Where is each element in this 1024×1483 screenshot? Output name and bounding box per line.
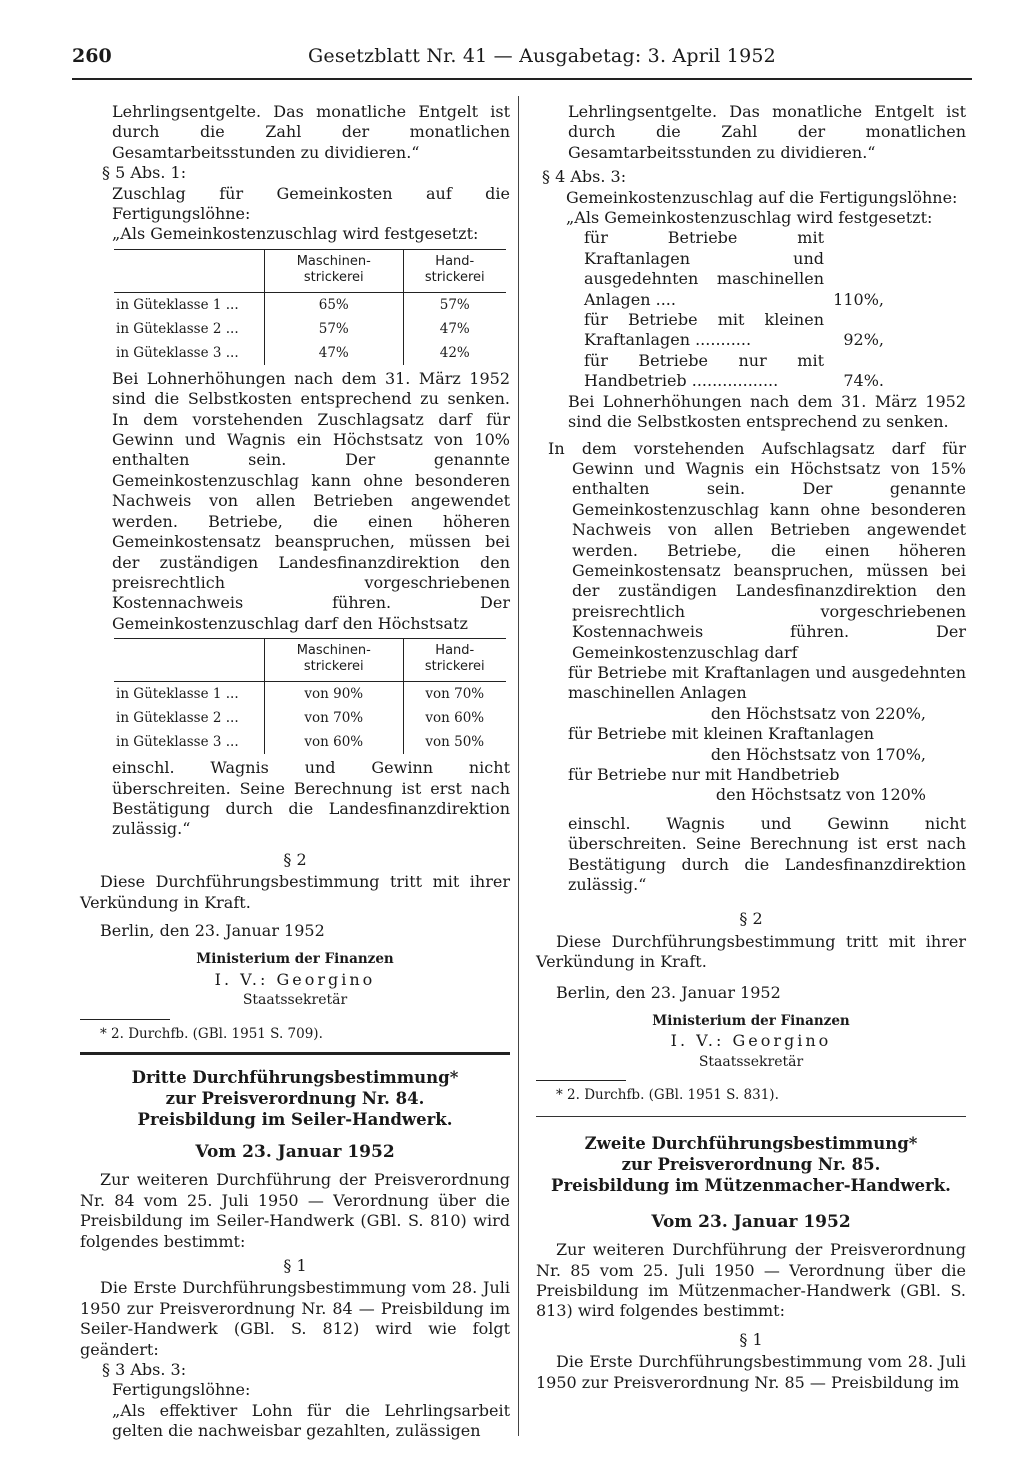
right-decree-intro: Zur weiteren Durchführung der Preisverordnung Nr. 85 vom 25. Juli 1950 — Verordnung über die Preisbildung im Mützenmacher-Handwerk (GBl. S. 813) wird folgendes bestimmt: bbox=[536, 1240, 966, 1321]
table-header-machine: Maschinen-strickerei bbox=[265, 249, 404, 292]
right-s4-ref: § 4 Abs. 3: bbox=[542, 167, 627, 187]
left-decree-date: Vom 23. Januar 1952 bbox=[195, 1142, 395, 1162]
row-value-machine: von 90% bbox=[265, 682, 404, 707]
list-item-text: für Betriebe mit kleinen Kraftanlagen ........... bbox=[584, 310, 824, 350]
right-signer: I. V.: Georgino bbox=[670, 1031, 832, 1051]
right-cap-3-rate: den Höchstsatz von 120% bbox=[715, 785, 926, 805]
list-item-value: 74%. bbox=[843, 371, 884, 391]
row-value-machine: von 60% bbox=[265, 730, 404, 754]
row-value-machine: von 70% bbox=[265, 706, 404, 730]
left-decree-intro: Zur weiteren Durchführung der Preisverordnung Nr. 84 vom 25. Juli 1950 — Verordnung über die Preisbildung im Seiler-Handwerk (GBl. S. 810) wird folgendes bestimmt: bbox=[80, 1170, 510, 1251]
left-s5-sub: Zuschlag für Gemeinkosten auf die Fertigungslöhne: bbox=[112, 183, 510, 224]
left-role: Staatssekretär bbox=[242, 992, 348, 1009]
header-title: Gesetzblatt Nr. 41 — Ausgabetag: 3. April 1952 bbox=[308, 45, 776, 67]
table-row bbox=[114, 317, 506, 341]
right-decree-title-3: Preisbildung im Mützenmacher-Handwerk. bbox=[551, 1175, 951, 1195]
left-s5-quote: „Als Gemeinkostenzuschlag wird festgesetzt: bbox=[112, 224, 479, 244]
table-header-blank bbox=[114, 249, 265, 292]
left-rate-table-2 bbox=[114, 638, 506, 754]
left-decree-s3-quote: „Als effektiver Lohn für die Lehrlingsarbeit gelten die nachweisbar gezahlten, zulässigen bbox=[112, 1400, 510, 1441]
right-rate-list bbox=[584, 228, 884, 391]
row-value-hand: 57% bbox=[403, 292, 506, 317]
table-row bbox=[114, 292, 506, 317]
left-decree-section-1-text: Die Erste Durchführungsbestimmung vom 28. Juli 1950 zur Preisverordnung Nr. 84 — Preisbildung im Seiler-Handwerk (GBl. S. 812) wird wie folgt geändert: bbox=[80, 1278, 510, 1359]
right-decree-date: Vom 23. Januar 1952 bbox=[651, 1211, 851, 1232]
right-cap-1-cond: für Betriebe mit Kraftanlagen und ausgedehnten maschinellen Anlagen bbox=[568, 662, 966, 703]
row-label: in Güteklasse 1 ... bbox=[116, 296, 239, 313]
right-footnote: * 2. Durchfb. (GBl. 1951 S. 831). bbox=[556, 1087, 779, 1104]
left-decree-title-1: Dritte Durchführungsbestimmung* bbox=[131, 1068, 459, 1087]
table-row bbox=[114, 682, 506, 707]
table-row bbox=[114, 706, 506, 730]
row-value-hand: von 50% bbox=[403, 730, 506, 754]
right-role: Staatssekretär bbox=[698, 1053, 804, 1070]
footnote-rule bbox=[80, 1019, 170, 1020]
section-rule bbox=[536, 1116, 966, 1117]
table-header-hand: Hand-strickerei bbox=[403, 249, 506, 292]
right-intro: Lehrlingsentgelte. Das monatliche Entgelt ist durch die Zahl der monatlichen Gesamtarbeitsstunden zu dividieren.“ bbox=[568, 102, 966, 162]
table-header-machine: Maschinen-strickerei bbox=[265, 639, 404, 682]
row-value-machine: 47% bbox=[265, 341, 404, 365]
list-item-value: 110%, bbox=[833, 289, 884, 309]
footnote-rule bbox=[536, 1080, 626, 1081]
right-body-1: Bei Lohnerhöhungen nach dem 31. März 1952 sind die Selbstkosten entsprechend zu senken. bbox=[568, 391, 966, 432]
page-number: 260 bbox=[72, 45, 112, 67]
list-item bbox=[584, 310, 884, 351]
right-cap-2-cond: für Betriebe mit kleinen Kraftanlagen bbox=[568, 724, 875, 744]
left-decree-s3-sub: Fertigungslöhne: bbox=[112, 1380, 251, 1400]
table-row bbox=[114, 730, 506, 754]
row-value-hand: 47% bbox=[403, 317, 506, 341]
row-label: in Güteklasse 2 ... bbox=[116, 710, 239, 727]
left-place-date: Berlin, den 23. Januar 1952 bbox=[100, 920, 325, 940]
left-s5-ref: § 5 Abs. 1: bbox=[102, 163, 187, 183]
left-decree-title-3: Preisbildung im Seiler-Handwerk. bbox=[137, 1110, 453, 1129]
right-cap-2-rate: den Höchstsatz von 170%, bbox=[710, 744, 926, 764]
left-column bbox=[80, 102, 510, 1442]
left-section-2-text: Diese Durchführungsbestimmung tritt mit ihrer Verkündung in Kraft. bbox=[80, 872, 510, 912]
row-value-machine: 65% bbox=[265, 292, 404, 317]
right-body-2: In dem vorstehenden Aufschlagsatz darf für Gewinn und Wagnis ein Höchstsatz von 15% enthalten sein. Der genannte Gemeinkostenzuschlag kann ohne besonderen Nachweis von allen Betrieben angewendet werden. Betriebe, die einen höheren Gemeinkostensatz beanspruchen, müssen bei der zuständigen Landesfinanzdirektion den preisrechtlich vorgeschriebenen Kostennachweis führen. Der Gemeinkostenzuschlag darf bbox=[548, 438, 966, 662]
right-cap-1-rate: den Höchstsatz von 220%, bbox=[710, 703, 926, 723]
left-signer: I. V.: Georgino bbox=[214, 969, 376, 989]
list-item-text: für Betriebe nur mit Handbetrieb ................. bbox=[584, 350, 824, 391]
row-value-machine: 57% bbox=[265, 317, 404, 341]
row-label: in Güteklasse 3 ... bbox=[116, 734, 239, 751]
right-decree-title-2: zur Preisverordnung Nr. 85. bbox=[621, 1154, 881, 1174]
left-section-2-heading: § 2 bbox=[283, 849, 307, 869]
left-body-2: einschl. Wagnis und Gewinn nicht überschreiten. Seine Berechnung ist erst nach Bestätigung durch die Landesfinanzdirektion zulässig.“ bbox=[112, 758, 510, 839]
list-item bbox=[584, 228, 884, 310]
right-decree-section-1-text: Die Erste Durchführungsbestimmung vom 28. Juli 1950 zur Preisverordnung Nr. 85 — Preisbildung im bbox=[536, 1352, 966, 1392]
right-cap-3-cond: für Betriebe nur mit Handbetrieb bbox=[568, 765, 840, 784]
right-s4-sub: Gemeinkostenzuschlag auf die Fertigungslöhne: bbox=[566, 187, 958, 207]
left-footnote: * 2. Durchfb. (GBl. 1951 S. 709). bbox=[100, 1025, 323, 1042]
list-item bbox=[584, 351, 884, 392]
left-rate-table-1 bbox=[114, 249, 506, 365]
list-item-value: 92%, bbox=[843, 330, 884, 350]
header-rule bbox=[72, 78, 972, 80]
list-item-text: für Betriebe mit Kraftanlagen und ausgedehnten maschinellen Anlagen .... bbox=[584, 228, 824, 309]
left-intro: Lehrlingsentgelte. Das monatliche Entgelt ist durch die Zahl der monatlichen Gesamtarbeitsstunden zu dividieren.“ bbox=[112, 102, 510, 162]
left-body-1: Bei Lohnerhöhungen nach dem 31. März 1952 sind die Selbstkosten entsprechend zu senken. In dem vorstehenden Zuschlagsatz darf für Gewinn und Wagnis ein Höchstsatz von 10% enthalten sein. Der genannte Gemeinkostenzuschlag kann ohne besonderen Nachweis von allen Betrieben angewendet werden. Betriebe, die einen höheren Gemeinkostensatz beanspruchen, müssen bei der zuständigen Landesfinanzdirektion den preisrechtlich vorgeschriebenen Kostennachweis führen. Der Gemeinkostenzuschlag darf den Höchstsatz bbox=[112, 368, 510, 633]
table-header-hand: Hand-strickerei bbox=[403, 639, 506, 682]
right-section-2-heading: § 2 bbox=[739, 909, 763, 929]
right-place-date: Berlin, den 23. Januar 1952 bbox=[556, 982, 781, 1002]
left-decree-section-1: § 1 bbox=[283, 1256, 307, 1276]
right-column bbox=[536, 102, 966, 1393]
row-label: in Güteklasse 1 ... bbox=[116, 686, 239, 703]
right-body-3: einschl. Wagnis und Gewinn nicht überschreiten. Seine Berechnung ist erst nach Bestätigung durch die Landesfinanzdirektion zulässig.“ bbox=[568, 813, 966, 895]
row-value-hand: von 70% bbox=[403, 682, 506, 707]
left-decree-title-2: zur Preisverordnung Nr. 84. bbox=[165, 1089, 425, 1108]
row-value-hand: von 60% bbox=[403, 706, 506, 730]
row-value-hand: 42% bbox=[403, 341, 506, 365]
right-s4-quote: „Als Gemeinkostenzuschlag wird festgesetzt: bbox=[566, 208, 933, 228]
section-rule bbox=[80, 1052, 510, 1055]
row-label: in Güteklasse 3 ... bbox=[116, 344, 239, 361]
right-decree-title-1: Zweite Durchführungsbestimmung* bbox=[584, 1133, 918, 1153]
left-decree-s3-ref: § 3 Abs. 3: bbox=[102, 1360, 187, 1380]
right-ministry: Ministerium der Finanzen bbox=[652, 1013, 850, 1030]
row-label: in Güteklasse 2 ... bbox=[116, 320, 239, 337]
table-row bbox=[114, 341, 506, 365]
left-ministry: Ministerium der Finanzen bbox=[196, 951, 394, 968]
right-section-2-text: Diese Durchführungsbestimmung tritt mit ihrer Verkündung in Kraft. bbox=[536, 931, 966, 972]
right-decree-section-1: § 1 bbox=[739, 1329, 763, 1349]
page-header bbox=[72, 46, 972, 74]
column-divider bbox=[518, 96, 519, 1436]
table-header-blank bbox=[114, 639, 265, 682]
